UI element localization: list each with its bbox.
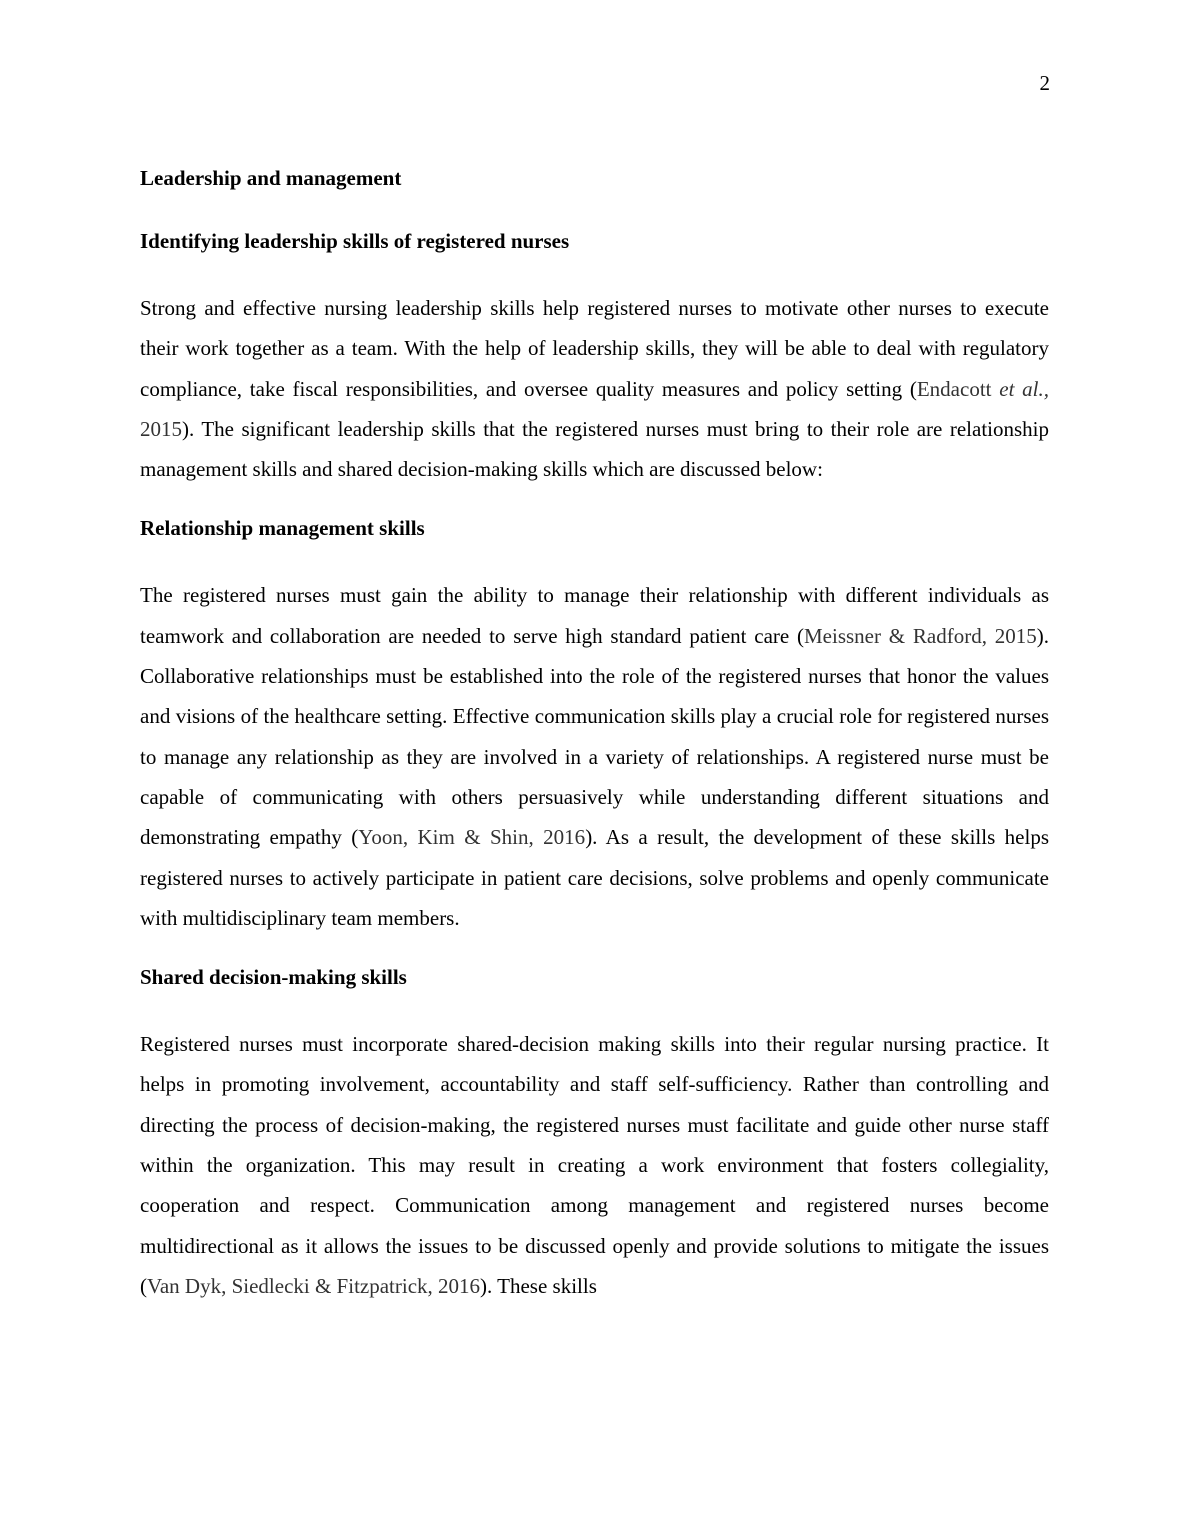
citation: Meissner & Radford, 2015	[804, 623, 1037, 648]
citation-author: Endacott	[916, 376, 1000, 401]
citation: Yoon, Kim & Shin, 2016	[358, 825, 586, 850]
document-body	[140, 162, 1049, 1329]
page-number: 2	[1039, 71, 1050, 95]
paragraph-text: Registered nurses must incorporate shared-decision making skills into their regular nursing practice. It helps in promoting involvement, accountability and staff self-sufficiency. Rather than controlling and directing the process of decision-making, the registered nurses must facilitate and guide other nurse staff within the organization. This may result in creating a work environment that fosters collegiality, cooperation and respect. Communication among management and registered nurses become multidirectional as it allows the issues to be discussed openly and provide solutions to mitigate the issues (	[140, 1032, 1049, 1298]
citation: Van Dyk, Siedlecki & Fitzpatrick, 2016	[147, 1273, 481, 1298]
paragraph-text: Strong and effective nursing leadership skills help registered nurses to motivate other nurses to execute their work together as a team. With the help of leadership skills, they will be able to deal with regulatory compliance, take fiscal responsibilities, and oversee quality measures and policy setting (	[140, 296, 1049, 401]
citation-et-al: et al.,	[999, 376, 1049, 401]
paragraph-text: The registered nurses must gain the ability to manage their relationship with different individuals as teamwork and collaboration are needed to serve high standard patient care (	[140, 583, 1049, 648]
paragraph-text: ). As a result, the development of these skills helps registered nurses to actively participate in patient care decisions, solve problems and openly communicate with multidisciplinary team members.	[140, 825, 1049, 930]
paragraph-text: ). Collaborative relationships must be established into the role of the registered nurses that honor the values and visions of the healthcare setting. Effective communication skills play a crucial role for registered nurses to manage any relationship as they are involved in a variety of relationships. A registered nurse must be capable of communicating with others persuasively while understanding different situations and demonstrating empathy (	[140, 623, 1049, 850]
paragraph-relationship-management	[140, 575, 1049, 938]
heading-shared-decision-making: Shared decision-making skills	[140, 965, 407, 990]
paragraph-shared-decision-making	[140, 1024, 1049, 1306]
paragraph-identifying-leadership-skills	[140, 288, 1049, 489]
section-title: Leadership and management	[140, 166, 402, 190]
paragraph-text: ). The significant leadership skills that the registered nurses must bring to their role are relationship management skills and shared decision-making skills which are discussed below:	[140, 416, 1049, 482]
heading-identifying-leadership-skills: Identifying leadership skills of registered nurses	[140, 229, 570, 253]
paragraph-text: ). These skills	[480, 1273, 597, 1298]
heading-relationship-management: Relationship management skills	[140, 516, 425, 541]
citation-year: 2015	[140, 416, 182, 441]
